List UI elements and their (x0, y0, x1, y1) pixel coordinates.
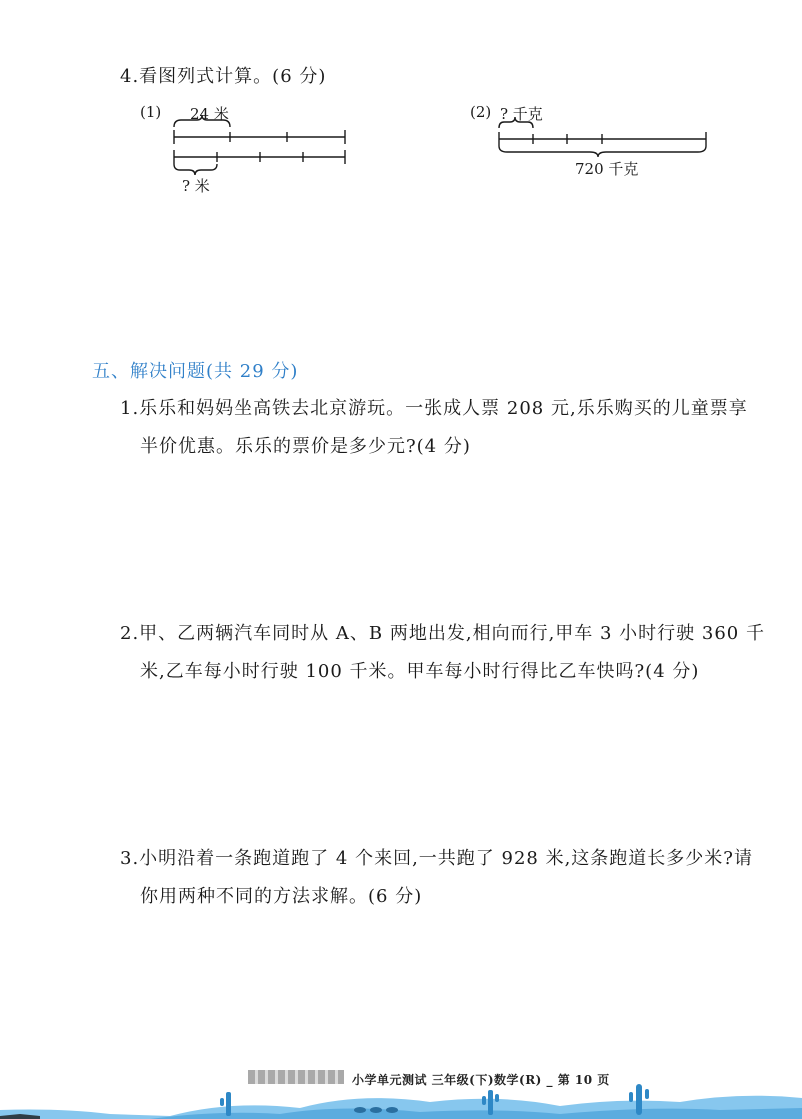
problem-3-line-1: 3.小明沿着一条跑道跑了 4 个来回,一共跑了 928 米,这条跑道长多少米?请 (120, 848, 753, 869)
diagram-2-bottom-label: 720 千克 (575, 160, 639, 178)
section-title: 五、解决问题 (92, 361, 206, 382)
line-segment-diagram-2 (490, 115, 715, 160)
diagram-1-top-brace (174, 115, 230, 127)
question-4-title: 4.看图列式计算。(6 分) (120, 66, 327, 87)
problem-2 (120, 615, 790, 691)
page-footer: 小学单元测试 三年级(下)数学(R) _ 第 10 页 (352, 1073, 610, 1087)
problem-3-line-2: 你用两种不同的方法求解。(6 分) (140, 886, 423, 907)
diagram-2-label: (2) (470, 103, 492, 121)
diagram-2-top-label: ? 千克 (500, 105, 543, 123)
diagram-1-bottom-brace (174, 164, 217, 175)
problem-1-line-2: 半价优惠。乐乐的票价是多少元?(4 分) (140, 436, 471, 457)
problem-2-line-2: 米,乙车每小时行驶 100 千米。甲车每小时行得比乙车快吗?(4 分) (140, 661, 700, 682)
landscape-illustration (0, 1080, 802, 1119)
diagram-1-top-label: 24 米 (190, 105, 229, 123)
diagram-2-top-brace (499, 117, 533, 128)
problem-1-line-1: 1.乐乐和妈妈坐高铁去北京游玩。一张成人票 208 元,乐乐购买的儿童票享 (120, 398, 748, 419)
diagram-1-bottom-label: ? 米 (182, 177, 210, 195)
problem-3 (120, 840, 790, 916)
camel-caravan-icon (354, 1107, 398, 1113)
diagram-2-bottom-brace (499, 146, 706, 157)
problem-1 (120, 390, 790, 466)
diagram-1-label: (1) (140, 103, 162, 121)
line-segment-diagram-1 (165, 115, 355, 180)
problem-2-line-1: 2.甲、乙两辆汽车同时从 A、B 两地出发,相向而行,甲车 3 小时行驶 360 千 (120, 623, 765, 644)
section-heading (92, 357, 298, 383)
section-points: (共 29 分) (206, 361, 299, 382)
